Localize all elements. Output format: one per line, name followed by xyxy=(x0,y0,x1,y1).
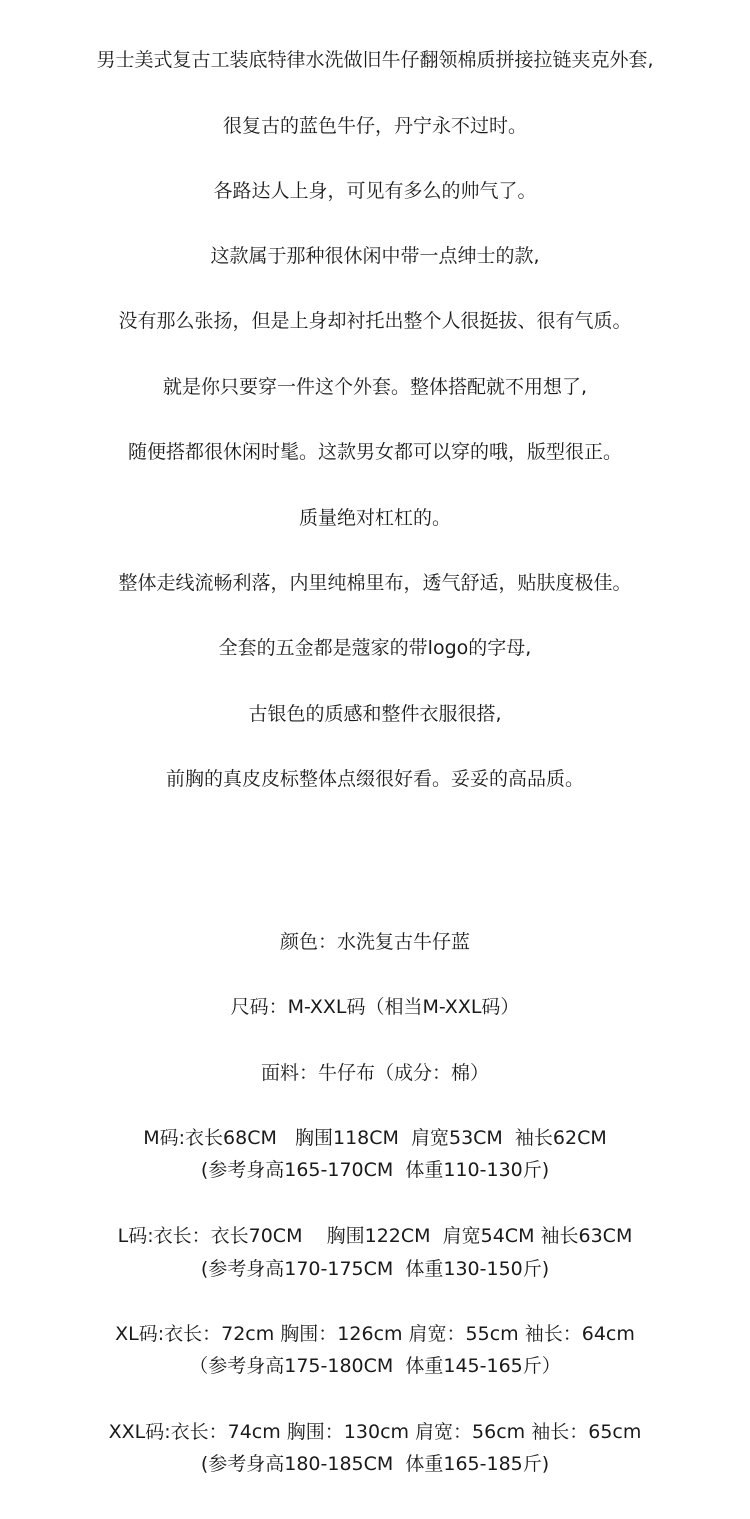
description-line: 质量绝对杠杠的。 xyxy=(298,507,451,529)
size-reference-m: (参考身高165-170CM 体重110-130斤) xyxy=(200,1159,550,1181)
description-line: 男士美式复古工装底特律水洗做旧牛仔翻领棉质拼接拉链夹克外套, xyxy=(96,49,654,71)
description-line: 就是你只要穿一件这个外套。整体搭配就不用想了, xyxy=(162,376,588,398)
size-measure-l: L码:衣长：衣长70CM 胸围122CM 肩宽54CM 袖长63CM xyxy=(117,1225,633,1247)
size-measure-xxl: XXL码:衣长：74cm 胸围：130cm 肩宽：56cm 袖长：65cm xyxy=(108,1421,642,1443)
spec-size: 尺码：M-XXL码（相当M-XXL码） xyxy=(230,996,520,1018)
description-line: 前胸的真皮皮标整体点缀很好看。妥妥的高品质。 xyxy=(165,768,584,790)
description-line: 这款属于那种很休闲中带一点绅士的款, xyxy=(210,245,540,267)
size-reference-l: (参考身高170-175CM 体重130-150斤) xyxy=(200,1258,550,1280)
size-measure-xl: XL码:衣长：72cm 胸围：126cm 肩宽：55cm 袖长：64cm xyxy=(115,1323,635,1345)
description-line: 各路达人上身，可见有多么的帅气了。 xyxy=(213,180,537,202)
description-line: 古银色的质感和整件衣服很搭, xyxy=(248,703,502,725)
description-line: 全套的五金都是蔻家的带logo的字母, xyxy=(218,637,532,659)
size-measure-m: M码:衣长68CM 胸围118CM 肩宽53CM 袖长62CM xyxy=(143,1127,607,1149)
description-line: 整体走线流畅利落，内里纯棉里布，透气舒适，贴肤度极佳。 xyxy=(118,572,632,594)
description-line: 很复古的蓝色牛仔，丹宁永不过时。 xyxy=(222,115,527,137)
size-reference-xl: （参考身高175-180CM 体重145-165斤） xyxy=(189,1355,561,1377)
size-reference-xxl: (参考身高180-185CM 体重165-185斤) xyxy=(200,1453,550,1475)
spec-fabric: 面料：牛仔布（成分：棉） xyxy=(260,1062,489,1084)
description-line: 随便搭都很休闲时髦。这款男女都可以穿的哦，版型很正。 xyxy=(127,441,622,463)
spec-color: 颜色：水洗复古牛仔蓝 xyxy=(279,931,470,953)
description-line: 没有那么张扬，但是上身却衬托出整个人很挺拔、很有气质。 xyxy=(118,310,632,332)
